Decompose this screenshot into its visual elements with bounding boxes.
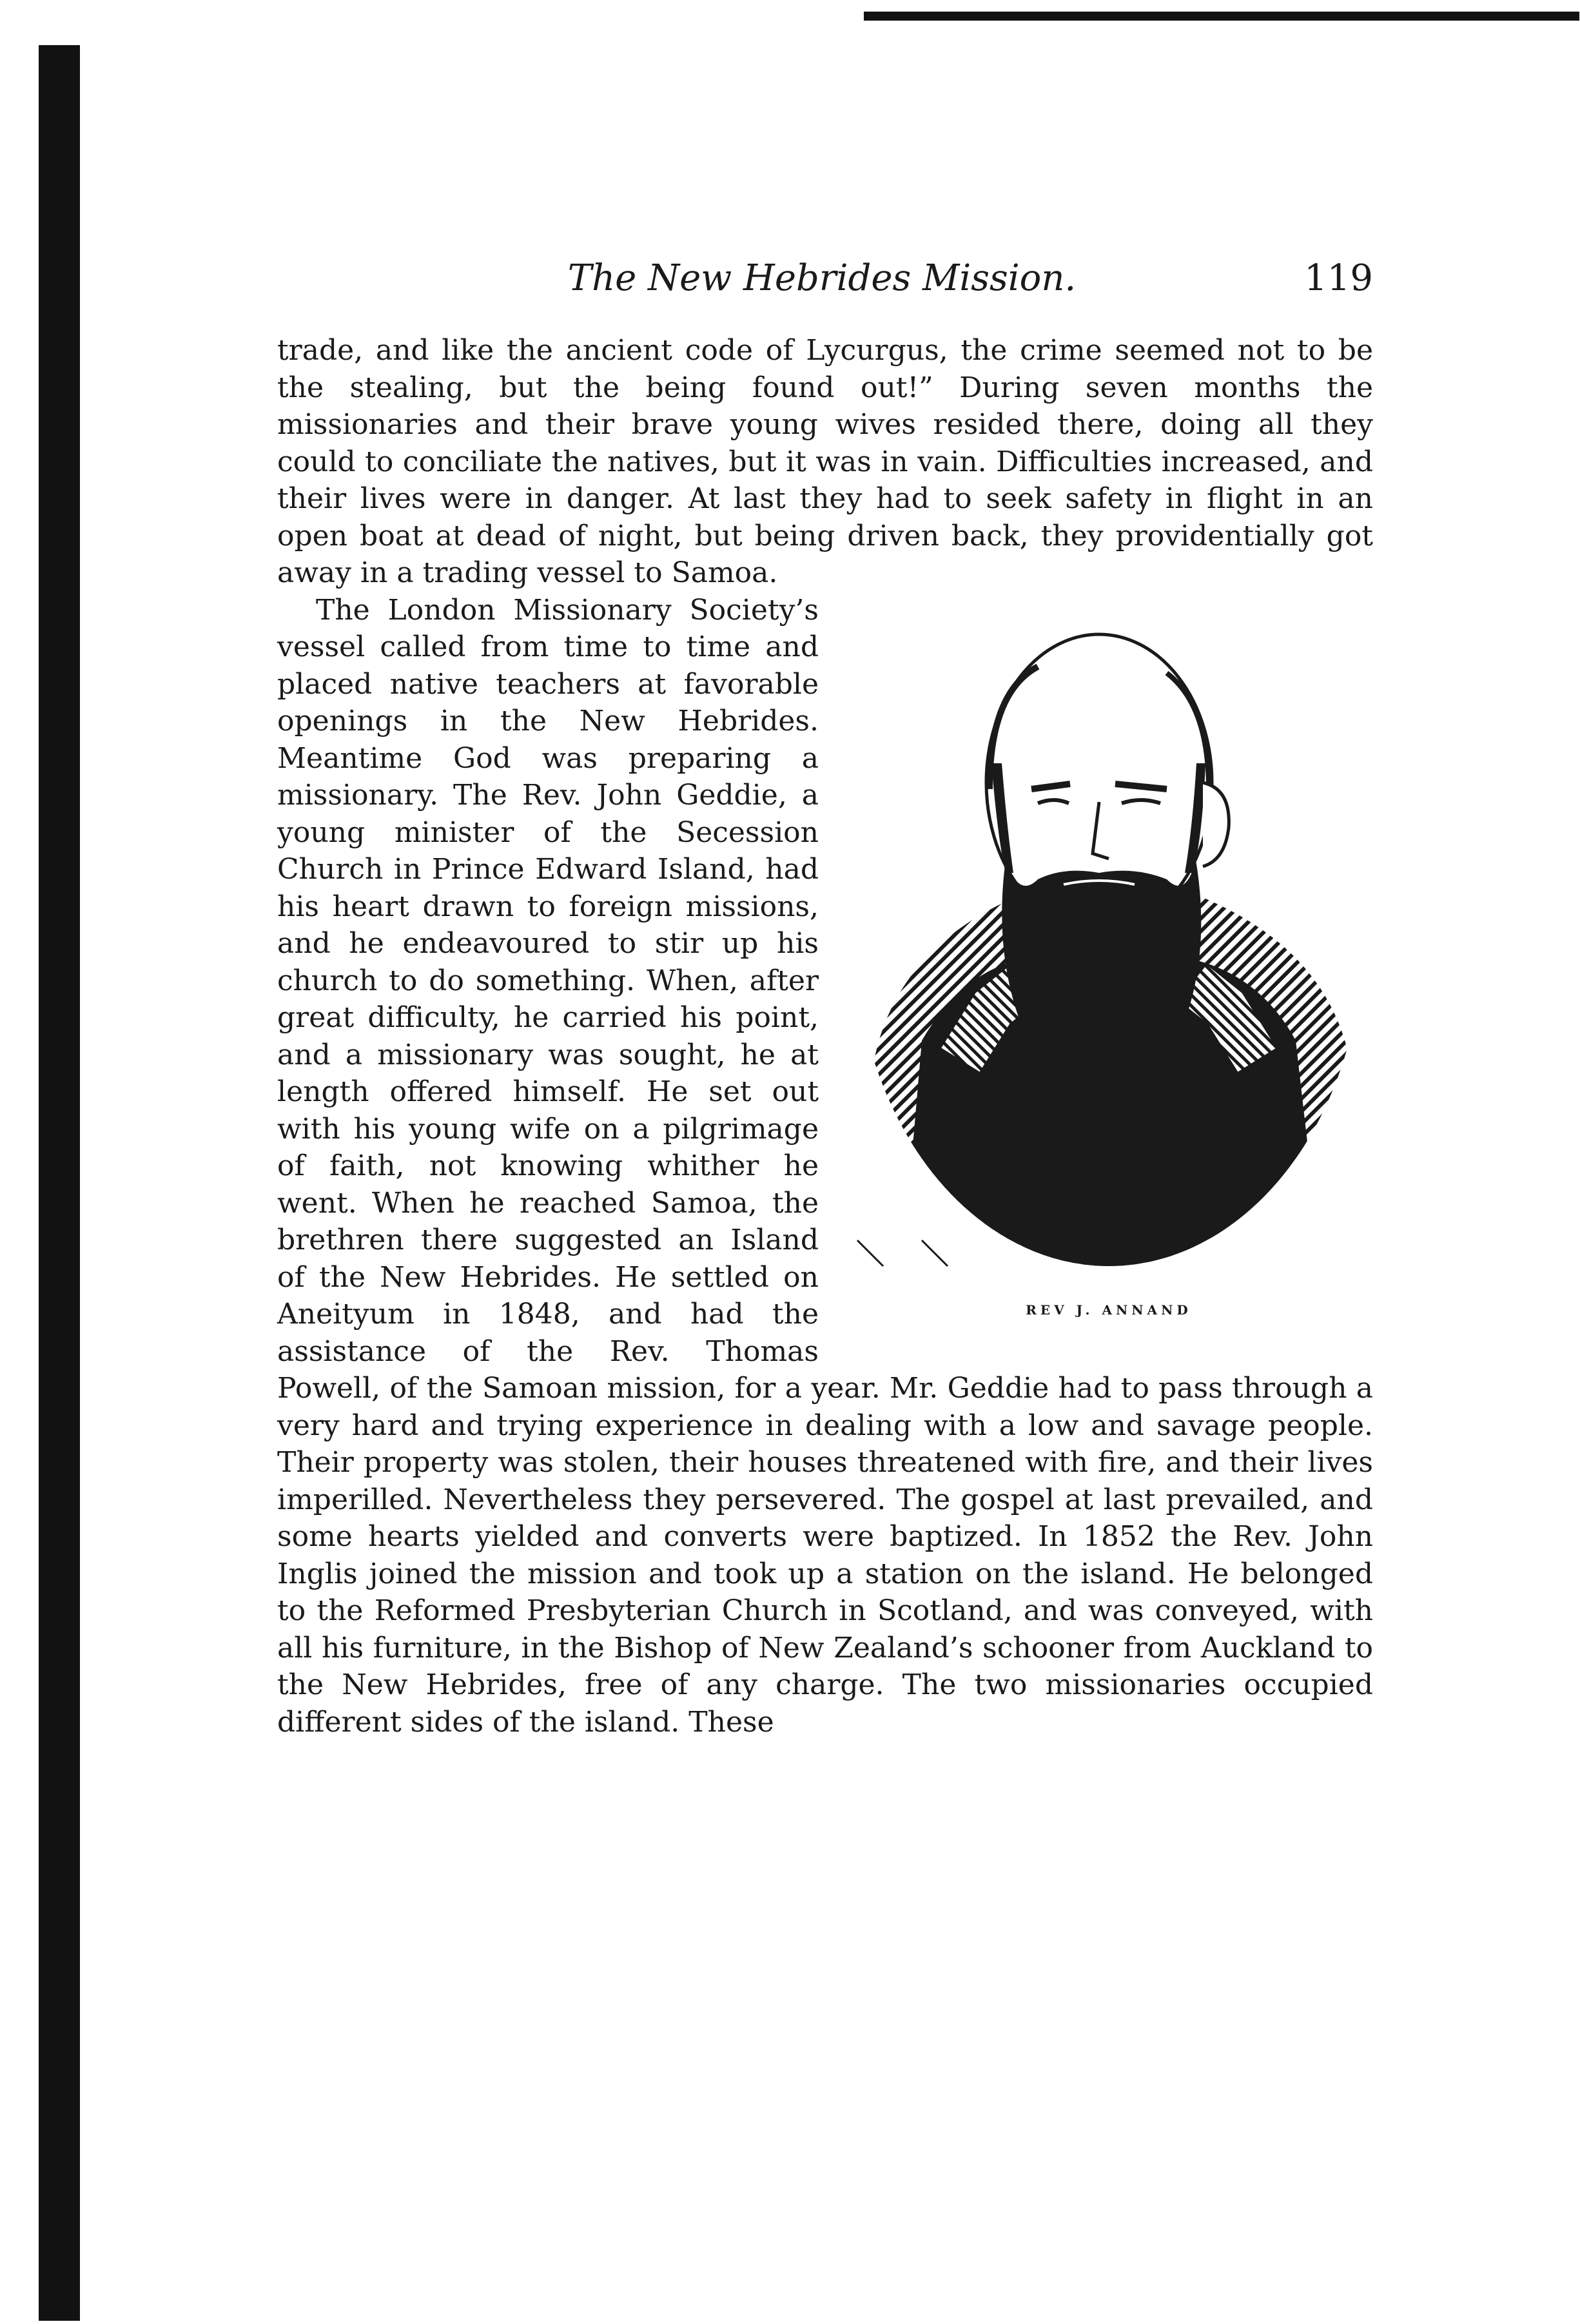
running-title: The New Hebrides Mission.: [567, 257, 1077, 299]
paragraph-2: The London Missionary Society’s vessel called from time to time and placed native teachers at favorable openings in the New Hebrides. Meantime God was preparing a missionary. The Rev. John Geddie, a young minister of the Secession Church in Prince Edward Island, had his heart drawn to foreign missions, and he endeavoured to stir up his church to do something. When, after great difficulty, he carried his point, and a missionary was sought, he at length offered himself. He set out with his young wife on a pilgrimage of faith, not knowing whither he went. When he reached Samoa, the brethren there suggested an Island of the New Hebrides. He settled on Aneityum in 1848, and had the assistance of the Rev. Thomas Powell, of the Samoan mission, for a year. Mr. Geddie had to pass through a very hard and trying experience in dealing with a low and savage people. Their property was stolen, their houses threatened with fire, and their lives imperilled. Nevertheless they persevered. The gospel at last prevailed, and some hearts yielded and converts were baptized. In 1852 the Rev. John Inglis joined the mission and took up a station on the island. He belonged to the Reformed Presbyterian Church in Scotland, and was conveyed, with all his furniture, in the Bishop of New Zealand’s schooner from Auckland to the New Hebrides, free of any charge. The two missionaries occupied different sides of the island. These: [277, 593, 1373, 1739]
portrait-engraving: [844, 596, 1373, 1279]
portrait-caption: REV J. ANNAND: [1026, 1302, 1192, 1318]
paragraph-1: trade, and like the ancient code of Lycurgus, the crime seemed not to be the stealing, but the being found out!” During seven months the missionaries and their brave young wives resided there, doing all they could to conciliate the natives, but it was in vain. Difficulties increased, and their lives were in danger. At last they had to seek safety in flight in an open boat at dead of night, but being driven back, they providentially got away in a trading vessel to Samoa.: [277, 334, 1373, 589]
scan-edge-bar: [39, 45, 80, 2321]
body-text: [277, 332, 1373, 1741]
running-head: [271, 253, 1373, 304]
portrait-figure: [844, 596, 1373, 1343]
page-number: 119: [1304, 257, 1373, 299]
scan-top-rule: [864, 12, 1579, 21]
